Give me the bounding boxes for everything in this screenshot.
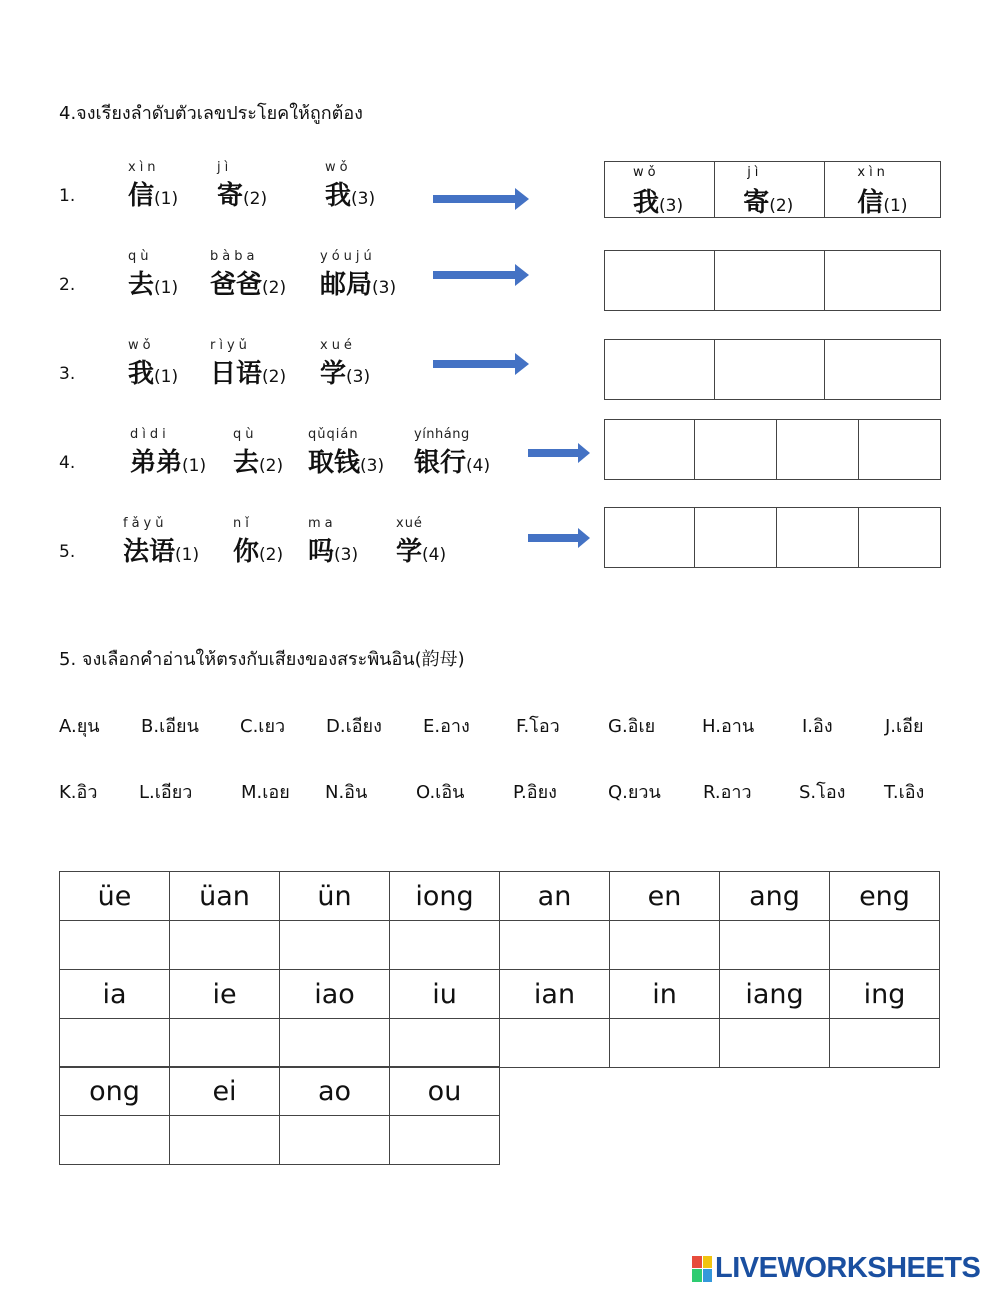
- answer-cell[interactable]: [60, 1116, 170, 1165]
- answer-cell[interactable]: [777, 420, 859, 479]
- hanzi: 信: [128, 181, 155, 211]
- option-r: R.อาว: [703, 782, 752, 803]
- option-b: B.เอียน: [141, 716, 199, 737]
- word-item: [128, 160, 178, 212]
- word-item: [123, 516, 199, 568]
- hanzi: 我: [633, 188, 660, 218]
- pinyin: yóujú: [320, 249, 376, 264]
- question-number: 5.: [59, 542, 76, 562]
- pinyin: fǎyǔ: [123, 516, 168, 531]
- vowel-label: en: [610, 872, 720, 921]
- answer-cell[interactable]: [170, 1116, 280, 1165]
- logo-mark-icon: [692, 1256, 712, 1282]
- hanzi: 取钱: [308, 448, 361, 478]
- answer-cell[interactable]: [610, 1019, 720, 1068]
- order-number: (3): [659, 196, 684, 216]
- hanzi: 学: [396, 537, 423, 567]
- answer-cell[interactable]: [610, 921, 720, 970]
- word-item: [217, 160, 267, 212]
- pinyin: nǐ: [233, 516, 253, 531]
- hanzi: 我: [325, 181, 352, 211]
- option-e: E.อาง: [423, 716, 470, 737]
- answer-cell[interactable]: [830, 921, 940, 970]
- option-a: A.ยุน: [59, 716, 100, 737]
- hanzi: 去: [233, 448, 260, 478]
- word-item: [414, 427, 490, 479]
- vowel-header-row: [60, 970, 940, 1019]
- order-number: (2): [259, 456, 284, 476]
- answer-cell[interactable]: [170, 921, 280, 970]
- word-item: [320, 338, 370, 390]
- vowel-label: ang: [720, 872, 830, 921]
- answer-cell[interactable]: [777, 508, 859, 567]
- order-number: (1): [154, 367, 179, 387]
- pinyin: xìn: [128, 160, 160, 175]
- answer-cell[interactable]: [170, 1019, 280, 1068]
- vowel-label: ün: [280, 872, 390, 921]
- option-j: J.เอีย: [885, 716, 924, 737]
- pinyin: ma: [308, 516, 337, 531]
- answer-cell[interactable]: [720, 1019, 830, 1068]
- vowel-label: üe: [60, 872, 170, 921]
- question-number: 4.: [59, 453, 76, 473]
- option-d: D.เอียง: [326, 716, 382, 737]
- pinyin: wǒ: [128, 338, 155, 353]
- answer-cell[interactable]: [60, 921, 170, 970]
- vowel-label: iong: [390, 872, 500, 921]
- answer-cell[interactable]: [715, 162, 825, 217]
- section4-heading: 4.จงเรียงลำดับตัวเลขประโยคให้ถูกต้อง: [59, 103, 363, 124]
- word-item: [233, 427, 283, 479]
- answer-cell[interactable]: [715, 340, 825, 399]
- option-f: F.โอว: [516, 716, 560, 737]
- answer-cell[interactable]: [280, 1116, 390, 1165]
- vowel-label: üan: [170, 872, 280, 921]
- question-number: 1.: [59, 186, 76, 206]
- answer-cell[interactable]: [280, 921, 390, 970]
- answer-box-row-2: [604, 250, 941, 311]
- vowel-label: ong: [60, 1067, 170, 1116]
- hanzi: 信: [857, 188, 884, 218]
- answer-cell[interactable]: [605, 251, 715, 310]
- hanzi: 你: [233, 537, 260, 567]
- word-item: [210, 338, 286, 390]
- answer-cell[interactable]: [859, 508, 940, 567]
- option-h: H.อาน: [702, 716, 755, 737]
- vowel-label: ie: [170, 970, 280, 1019]
- pinyin: qù: [233, 427, 258, 442]
- order-number: (1): [182, 456, 207, 476]
- option-o: O.เอิน: [416, 782, 465, 803]
- word-item: [308, 427, 384, 479]
- pinyin: bàba: [210, 249, 259, 264]
- option-k: K.อิว: [59, 782, 98, 803]
- vowel-label: iang: [720, 970, 830, 1019]
- answer-cell[interactable]: [830, 1019, 940, 1068]
- answer-cell[interactable]: [695, 508, 777, 567]
- option-i: I.อิง: [802, 716, 833, 737]
- option-q: Q.ยวน: [608, 782, 661, 803]
- answer-box-row-1: [604, 161, 941, 218]
- order-number: (2): [243, 189, 268, 209]
- question-number: 2.: [59, 275, 76, 295]
- vowel-label: eng: [830, 872, 940, 921]
- order-number: (1): [154, 278, 179, 298]
- answer-cell[interactable]: [390, 921, 500, 970]
- answer-cell[interactable]: [605, 162, 715, 217]
- vowel-grid-top: [59, 871, 940, 1068]
- option-s: S.โอง: [799, 782, 846, 803]
- answer-row: [60, 1019, 940, 1068]
- pinyin: wǒ: [633, 165, 660, 180]
- answer-cell[interactable]: [605, 508, 695, 567]
- word-item: [130, 427, 206, 479]
- vowel-header-row: [60, 1067, 500, 1116]
- pinyin: yínháng: [414, 427, 470, 442]
- vowel-label: ei: [170, 1067, 280, 1116]
- order-number: (2): [769, 196, 794, 216]
- vowel-label: in: [610, 970, 720, 1019]
- vowel-label: ia: [60, 970, 170, 1019]
- answer-cell[interactable]: [825, 162, 940, 217]
- vowel-label: ing: [830, 970, 940, 1019]
- answer-cell[interactable]: [720, 921, 830, 970]
- answer-cell[interactable]: [825, 340, 940, 399]
- order-number: (2): [262, 367, 287, 387]
- hanzi: 寄: [743, 188, 770, 218]
- order-number: (1): [154, 189, 179, 209]
- answer-cell[interactable]: [605, 340, 715, 399]
- pinyin: xué: [320, 338, 356, 353]
- word-item: [128, 338, 178, 390]
- order-number: (3): [334, 545, 359, 565]
- hanzi: 邮局: [320, 270, 373, 300]
- question-number: 3.: [59, 364, 76, 384]
- option-c: C.เยว: [240, 716, 286, 737]
- pinyin: dìdi: [130, 427, 170, 442]
- pinyin: wǒ: [325, 160, 352, 175]
- answer-cell[interactable]: [825, 251, 940, 310]
- order-number: (1): [883, 196, 908, 216]
- word-item: [210, 249, 286, 301]
- order-number: (1): [175, 545, 200, 565]
- hanzi: 银行: [414, 448, 467, 478]
- word-item: [320, 249, 396, 301]
- arrow-right-icon: [433, 186, 531, 212]
- hanzi: 去: [128, 270, 155, 300]
- vowel-label: iu: [390, 970, 500, 1019]
- order-number: (3): [351, 189, 376, 209]
- answer-cell[interactable]: [390, 1116, 500, 1165]
- vowel-header-row: [60, 872, 940, 921]
- pinyin: qǔqián: [308, 427, 359, 442]
- word-item: [308, 516, 358, 568]
- option-g: G.อิเย: [608, 716, 656, 737]
- order-number: (3): [360, 456, 385, 476]
- pinyin: jì: [747, 165, 763, 180]
- pinyin: rìyǔ: [210, 338, 251, 353]
- vowel-label: an: [500, 872, 610, 921]
- answer-cell[interactable]: [605, 420, 695, 479]
- option-l: L.เอียว: [139, 782, 193, 803]
- option-m: M.เอย: [241, 782, 290, 803]
- answer-box-row-4: [604, 419, 941, 480]
- option-t: T.เอิง: [884, 782, 925, 803]
- vowel-label: ian: [500, 970, 610, 1019]
- section5-heading: 5. จงเลือกคำอ่านให้ตรงกับเสียงของสระพินอิน(韵母): [59, 649, 465, 670]
- logo-text: LIVEWORKSHEETS: [715, 1252, 981, 1284]
- option-n: N.อิน: [325, 782, 368, 803]
- word-item: [325, 160, 375, 212]
- vowel-grid-bottom: [59, 1066, 500, 1165]
- answer-cell[interactable]: [280, 1019, 390, 1068]
- option-p: P.อิยง: [513, 782, 557, 803]
- pinyin: jì: [217, 160, 233, 175]
- answer-cell[interactable]: [859, 420, 940, 479]
- arrow-right-icon: [433, 351, 531, 377]
- pinyin: xué: [396, 516, 423, 531]
- answer-cell[interactable]: [500, 1019, 610, 1068]
- hanzi: 吗: [308, 537, 335, 567]
- vowel-label: iao: [280, 970, 390, 1019]
- liveworksheets-logo: [692, 1252, 980, 1285]
- answer-cell[interactable]: [390, 1019, 500, 1068]
- hanzi: 法语: [123, 537, 176, 567]
- answer-cell[interactable]: [695, 420, 777, 479]
- order-number: (4): [422, 545, 447, 565]
- answer-row: [60, 1116, 500, 1165]
- word-item: [128, 249, 178, 301]
- hanzi: 爸爸: [210, 270, 263, 300]
- word-item: [233, 516, 283, 568]
- arrow-right-icon: [528, 526, 592, 550]
- order-number: (2): [259, 545, 284, 565]
- answer-box-row-5: [604, 507, 941, 568]
- arrow-right-icon: [433, 262, 531, 288]
- order-number: (3): [346, 367, 371, 387]
- hanzi: 日语: [210, 359, 263, 389]
- answer-cell[interactable]: [500, 921, 610, 970]
- hanzi: 弟弟: [130, 448, 183, 478]
- order-number: (3): [372, 278, 397, 298]
- hanzi: 寄: [217, 181, 244, 211]
- answer-cell[interactable]: [60, 1019, 170, 1068]
- answer-row: [60, 921, 940, 970]
- word-item: [396, 516, 446, 568]
- answer-cell[interactable]: [715, 251, 825, 310]
- hanzi: 学: [320, 359, 347, 389]
- order-number: (2): [262, 278, 287, 298]
- order-number: (4): [466, 456, 491, 476]
- pinyin: xìn: [857, 165, 889, 180]
- hanzi: 我: [128, 359, 155, 389]
- vowel-label: ou: [390, 1067, 500, 1116]
- pinyin: qù: [128, 249, 153, 264]
- arrow-right-icon: [528, 441, 592, 465]
- vowel-label: ao: [280, 1067, 390, 1116]
- answer-box-row-3: [604, 339, 941, 400]
